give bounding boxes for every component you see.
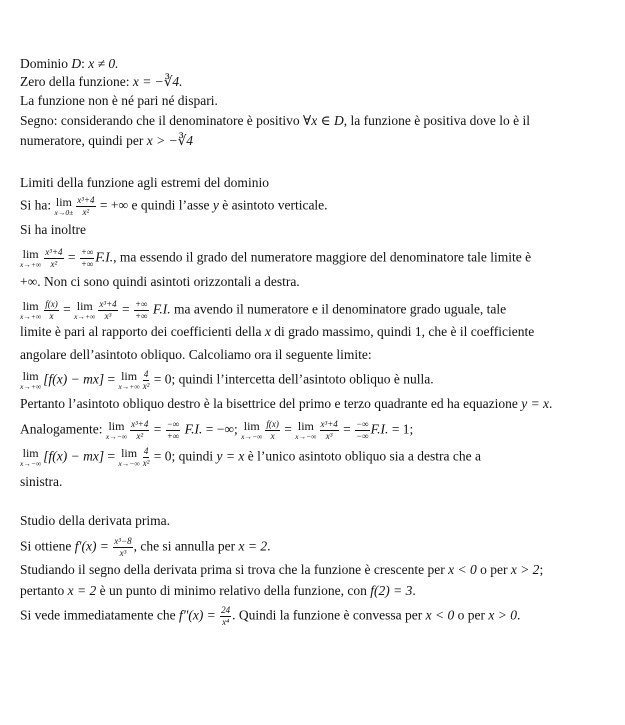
body-text: , la funzione è positiva dove lo è il xyxy=(343,113,531,128)
text-line xyxy=(20,347,610,363)
math-text: x xyxy=(264,324,271,339)
limit-subscript: x→+∞ xyxy=(118,382,140,392)
limit-label: lim xyxy=(22,446,39,461)
fraction xyxy=(98,300,117,321)
limit-subscript: x→+∞ xyxy=(20,312,42,322)
text-line xyxy=(20,74,610,90)
fraction-denominator: x³ xyxy=(119,548,127,558)
fraction-denominator: x² xyxy=(82,207,90,217)
text-line xyxy=(20,447,610,468)
math-text: x < 0 xyxy=(448,562,477,577)
math-text: f(2) = 3 xyxy=(370,583,413,598)
limit-operator xyxy=(20,370,41,391)
math-text: x > 0 xyxy=(488,607,517,623)
fraction xyxy=(130,420,149,441)
limit-subscript: x→−∞ xyxy=(295,432,317,442)
body-text: sinistra. xyxy=(20,474,63,489)
text-line xyxy=(20,562,610,578)
limit-label: lim xyxy=(22,299,39,314)
fraction xyxy=(134,300,149,321)
math-text: x = 2 xyxy=(238,538,268,554)
body-text: +∞. Non ci sono quindi asintoti orizzontali a destra. xyxy=(20,274,300,289)
fraction-numerator: x³+4 xyxy=(77,195,95,205)
text-line xyxy=(20,300,610,321)
fraction xyxy=(265,420,280,441)
math-text: x = −∛4. xyxy=(132,74,183,89)
fraction-denominator: x² xyxy=(142,458,150,468)
body-text: numeratore, quindi per xyxy=(20,133,147,148)
body-text: ∈ xyxy=(317,113,334,128)
limit-subscript: x→+∞ xyxy=(20,260,42,270)
body-text: , che si annulla per xyxy=(133,538,239,554)
limit-subscript: x→−∞ xyxy=(241,432,263,442)
fraction xyxy=(113,537,132,558)
body-text: ma avendo il numeratore e il denominatore grado uguale, tale xyxy=(170,301,507,317)
body-text: La funzione non è né pari né dispari. xyxy=(20,93,218,108)
math-text: D xyxy=(333,113,344,128)
math-text: x = 2 xyxy=(67,583,97,598)
limit-subscript: x→+∞ xyxy=(20,382,42,392)
fraction-numerator: x³+4 xyxy=(320,419,338,429)
text-line xyxy=(20,274,610,290)
body-text: Analogamente: xyxy=(20,421,106,437)
math-text: y = x xyxy=(521,396,550,411)
limit-operator xyxy=(295,420,316,441)
fraction xyxy=(143,370,150,391)
body-text: = xyxy=(64,249,79,265)
body-text: Dominio xyxy=(20,56,72,71)
body-text: Studio della derivata prima. xyxy=(20,513,170,528)
fraction-numerator: x³+4 xyxy=(45,247,63,257)
math-text: D xyxy=(71,56,82,71)
fraction-denominator: +∞ xyxy=(80,259,94,269)
body-text: Si ottiene xyxy=(20,538,75,554)
fraction-numerator: +∞ xyxy=(135,299,148,309)
limit-label: lim xyxy=(76,299,93,314)
fraction-denominator: +∞ xyxy=(166,431,180,441)
body-text: limite è pari al rapporto dei coefficienti della xyxy=(20,324,265,339)
limit-subscript: x→−∞ xyxy=(105,432,128,442)
body-text: = 0; quindi l’intercetta dell’asintoto obliquo è nulla. xyxy=(150,371,434,387)
fraction xyxy=(320,420,339,441)
body-text: . xyxy=(516,607,521,623)
body-text: = xyxy=(59,301,75,317)
fraction-denominator: x² xyxy=(136,431,144,441)
body-text: = 0; quindi xyxy=(150,448,217,464)
body-text: Si ha: xyxy=(20,197,55,213)
text-line xyxy=(20,474,610,490)
body-text: = xyxy=(150,421,165,437)
fraction xyxy=(44,300,59,321)
fraction-denominator: x³ xyxy=(325,431,333,441)
body-text: = +∞ e quindi l’asse xyxy=(96,197,213,213)
fraction-numerator: x³−8 xyxy=(114,536,132,546)
math-text: x > 2 xyxy=(510,562,540,577)
math-text: f′(x) = xyxy=(74,538,113,554)
body-text: = 1; xyxy=(388,421,414,437)
body-text: pertanto xyxy=(20,583,68,598)
body-text: Segno: considerando che il denominatore è positivo ∀ xyxy=(20,113,312,128)
text-line xyxy=(20,113,610,129)
fraction-denominator: x xyxy=(270,431,275,441)
text-line xyxy=(20,248,610,269)
math-text: x ≠ 0. xyxy=(88,56,119,71)
limit-operator xyxy=(74,300,95,321)
fraction-numerator: −∞ xyxy=(356,419,369,429)
limit-subscript: x→−∞ xyxy=(20,459,42,469)
body-text: = xyxy=(104,371,119,387)
math-text: F.I. xyxy=(149,301,171,317)
limit-subscript: x→−∞ xyxy=(118,459,140,469)
text-line xyxy=(20,370,610,391)
fraction-numerator: +∞ xyxy=(80,247,94,257)
limit-operator xyxy=(106,420,127,441)
math-text: F.I. xyxy=(370,421,389,437)
fraction xyxy=(76,196,95,217)
fraction xyxy=(166,420,181,441)
body-text: = xyxy=(280,421,296,437)
fraction xyxy=(44,248,63,269)
limit-operator xyxy=(20,447,41,468)
fraction xyxy=(355,420,370,441)
body-text: Limiti della funzione agli estremi del dominio xyxy=(20,175,269,190)
fraction xyxy=(143,447,150,468)
fraction xyxy=(220,606,231,627)
body-text: . Quindi la funzione è convessa per xyxy=(232,607,426,623)
limit-operator xyxy=(241,420,262,441)
fraction-numerator: 4 xyxy=(143,369,149,379)
fraction-numerator: f(x) xyxy=(266,419,279,429)
fraction-numerator: −∞ xyxy=(166,419,180,429)
math-text: F.I. xyxy=(181,421,203,437)
body-text: angolare dell’asintoto obliquo. Calcoliamo ora il seguente limite: xyxy=(20,347,372,362)
body-text: è l’unico asintoto obliquo sia a destra che a xyxy=(244,448,481,464)
body-text: = −∞; xyxy=(202,421,242,437)
text-line xyxy=(20,537,610,558)
fraction-numerator: 24 xyxy=(221,605,231,615)
math-text: x < 0 xyxy=(425,607,455,623)
body-text: . xyxy=(549,396,553,411)
fraction-numerator: 4 xyxy=(143,446,149,456)
body-text: ; xyxy=(539,562,544,577)
body-text: è asintoto verticale. xyxy=(218,197,328,213)
fraction-denominator: x⁴ xyxy=(222,617,230,627)
math-text: y = x xyxy=(216,448,245,464)
limit-operator xyxy=(20,300,41,321)
body-text: di grado massimo, quindi 1, che è il coefficiente xyxy=(270,324,535,339)
limit-label: lim xyxy=(22,247,39,262)
fraction-denominator: −∞ xyxy=(356,431,369,441)
body-text: = xyxy=(339,421,355,437)
math-text: F.I. xyxy=(95,249,114,265)
limit-label: lim xyxy=(121,369,138,384)
text-line xyxy=(20,420,610,441)
body-text: = xyxy=(104,448,119,464)
math-text: y xyxy=(212,197,219,213)
fraction-denominator: x xyxy=(49,311,54,321)
limit-label: lim xyxy=(108,419,125,434)
limit-subscript: x→0± xyxy=(54,208,74,218)
limit-operator xyxy=(55,196,74,217)
fraction-denominator: x² xyxy=(142,381,150,391)
body-text: o per xyxy=(476,562,511,577)
text-line xyxy=(20,56,610,72)
body-text: o per xyxy=(454,607,489,623)
text-line xyxy=(20,396,610,412)
fraction-denominator: +∞ xyxy=(135,311,148,321)
body-text: Pertanto l’asintoto obliquo destro è la bisettrice del primo e terzo quadrante ed ha equazione xyxy=(20,396,522,411)
body-text: Si ha inoltre xyxy=(20,222,86,237)
body-text: = xyxy=(118,301,134,317)
fraction-denominator: x² xyxy=(50,259,58,269)
text-line xyxy=(20,175,610,191)
limit-label: lim xyxy=(55,195,72,210)
limit-label: lim xyxy=(121,446,138,461)
body-text: , ma essendo il grado del numeratore maggiore del denominatore tale limite è xyxy=(113,249,532,265)
text-line xyxy=(20,93,610,109)
text-line xyxy=(20,324,610,340)
body-text: Zero della funzione: xyxy=(20,74,133,89)
math-text: x xyxy=(311,113,318,128)
fraction-numerator: x³+4 xyxy=(99,299,117,309)
fraction xyxy=(80,248,95,269)
text-line xyxy=(20,222,610,238)
text-line xyxy=(20,513,610,529)
limit-label: lim xyxy=(22,369,39,384)
body-text: : xyxy=(81,56,89,71)
limit-operator xyxy=(118,370,139,391)
limit-operator xyxy=(118,447,139,468)
body-text: è un punto di minimo relativo della funzione, con xyxy=(96,583,371,598)
limit-operator xyxy=(20,248,41,269)
limit-label: lim xyxy=(297,419,314,434)
body-text: Studiando il segno della derivata prima si trova che la funzione è crescente per xyxy=(20,562,449,577)
math-text: [f(x) − mx] xyxy=(43,448,105,464)
math-text: x > −∛4 xyxy=(146,133,194,148)
body-text: . xyxy=(267,538,271,554)
body-text: Si vede immediatamente che xyxy=(20,607,179,623)
text-line xyxy=(20,133,610,149)
text-line xyxy=(20,606,610,627)
fraction-numerator: f(x) xyxy=(45,299,58,309)
text-line xyxy=(20,196,610,217)
limit-subscript: x→+∞ xyxy=(74,312,96,322)
text-line xyxy=(20,583,610,599)
fraction-numerator: x³+4 xyxy=(131,419,149,429)
fraction-denominator: x³ xyxy=(104,311,112,321)
math-text: [f(x) − mx] xyxy=(43,371,105,387)
limit-label: lim xyxy=(243,419,260,434)
math-text: f″(x) = xyxy=(178,607,220,623)
body-text: . xyxy=(412,583,416,598)
